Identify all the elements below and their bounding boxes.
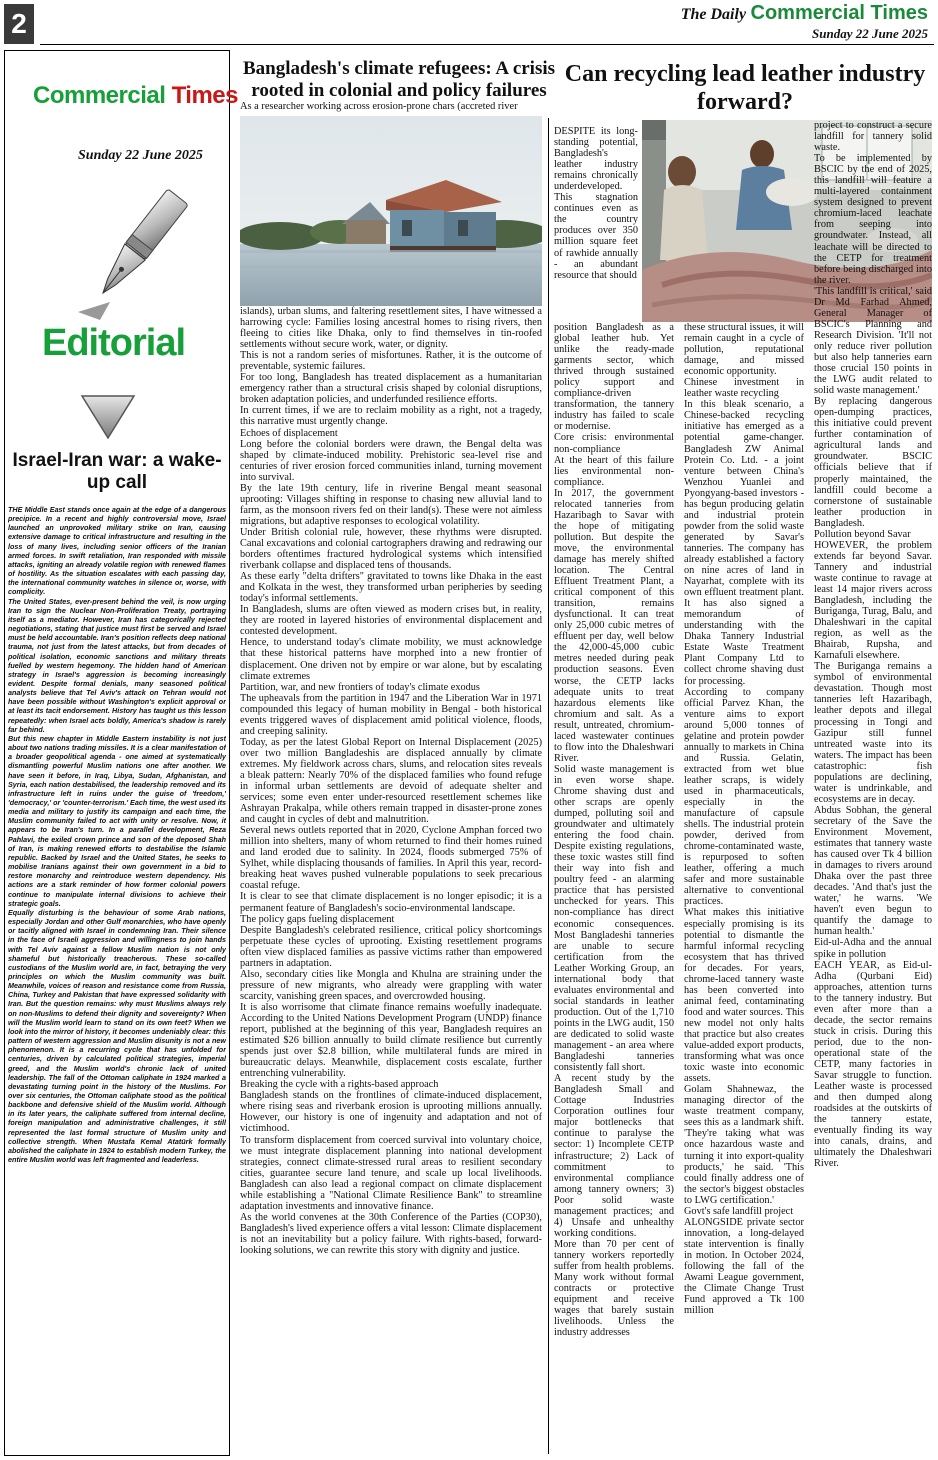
article1-paragraph: It is also worrisome that climate finance remains woefully inadequate. According to the United Nations Development Program (UNDP) finance report, published at the beginning of this year, Bangladesh requires an estimated $26 billion annually to build climate resilience but currently spends just over $2.8 billion, while multilateral funds are mired in bureaucratic delays. Meanwhile, displacement costs escalate, further entrenching vulnerability. xyxy=(240,1001,542,1080)
article1-paragraph: Despite Bangladesh's celebrated resilience, critical policy shortcomings perpetuate these cycles of uprooting. Existing resettlement programs often view displaced families as passive victims rather than empowered partners in adaptation. xyxy=(240,924,542,969)
down-arrow-icon xyxy=(80,394,136,440)
sidebar-logo xyxy=(33,82,238,110)
article1-headline: Bangladesh's climate refugees: A crisis rooted in colonial and policy failures xyxy=(242,58,556,101)
article2-paragraph: More than 70 per cent of tannery workers reportedly suffer from health problems. Many work without formal contracts or protective equipment and receive wages that barely sustain livelihoods. Unless the industry addresses xyxy=(554,1238,674,1339)
article2-paragraph: HOWEVER, the problem extends far beyond Savar. Tannery and industrial waste continue to ravage at least 14 major rivers across Bangladesh, including the Buriganga, Turag, Balu, and Dhaleshwari in the capital region, as well as the Bhairab, Rupsha, and Karnafuli elsewhere. xyxy=(814,539,932,662)
editorial-paragraph: But this new chapter in Middle Eastern instability is not just about two nations trading missiles. It is a clear manifestation of a broader geopolitical agenda - one aimed at systematically dismantling powerful Muslim nations one after another. We have seen it before, in Iraq, Libya, Sudan, Afghanistan, and Syria, each nation destabilised, the leadership removed and its infrastructure left in ruins under the guise of 'freedom,' 'democracy,' or 'counter-terrorism.' Each time, the west used its media and military to justify its campaign and each time, the Muslim community failed to act with unity or resolve. Now, it appears to be Iran's turn. In a parallel development, Reza Pahlavi, the exiled crown prince and son of the deposed Shah of Iran, is making renewed efforts to destabilise the Islamic republic. Backed by Israel and the United States, he seeks to mobilise Iranians against their own government in a bid to restore monarchy and reintroduce western dependency. His actions are a stark reminder of how former colonial powers continue to manipulate internal divisions to achieve their strategic goals. xyxy=(8,733,226,908)
editorial-paragraph: THE Middle East stands once again at the edge of a dangerous precipice. In a recent and highly controversial move, Israel launched an unprovoked military strike on Iran, causing extensive damage to critical infrastructure and resulting in the loss of many lives, including senior officers of the Iranian armed forces. In swift retaliation, Iran responded with missile attacks, igniting an already volatile region with renewed flames of hostility. As the situation escalates with each passing day, the international community watches in silence or, worse, with complicity. xyxy=(8,505,226,597)
article2-paragraph: project to construct a secure landfill for tannery solid waste. xyxy=(814,120,932,154)
article1-subhead: The policy gaps fueling displacement xyxy=(240,913,395,925)
article1-paragraph: In Bangladesh, slums are often viewed as modern crises but, in reality, they are rooted in layered histories of environmental displacement and contested development. xyxy=(240,604,542,638)
article2-paragraph: At the heart of this failure lies environmental non-compliance. xyxy=(554,454,674,488)
editorial-paragraph: The United States, ever-present behind the veil, is now urging Iran to sign the Nuclear Non-Proliferation Treaty, portraying itself as a mediator. However, Iran has categorically rejected negotiations, stating that justice must first be served and Israel must be held accountable. Iran's position reflects deep national trauma, not just from the latest attacks, but from decades of political isolation, economic sanctions and military threats fuelled by western hegemony. The hidden hand of American strategy in Israel's aggression is becoming increasingly evident. Despite formal denials, many seasoned political analysts believe that Tel Aviv's attack on Tehran would not have been possible without Washington's explicit approval or at least its tacit endorsement. History has taught us this lesson repeatedly: when Israel acts boldly, America's shadow is rarely far behind. xyxy=(8,596,226,734)
article1-subhead: Echoes of displacement xyxy=(240,427,338,439)
article2-column3 xyxy=(814,120,932,1452)
header-divider xyxy=(40,44,934,45)
article1-subhead: Breaking the cycle with a rights-based approach xyxy=(240,1079,439,1091)
page-number: 2 xyxy=(4,4,34,44)
article1-body xyxy=(240,306,542,1454)
article2-paragraph: Solid waste management is in even worse shape. Chrome shaving dust and other scraps are openly dumped, polluting soil and groundwater and ultimately entering the food chain. Despite existing regulations, these toxic wastes still find their way into fish and poultry feed - an alarming practice that has persisted unchecked for years. This non-compliance has direct economic consequences. Most Bangladeshi tanneries are unable to secure certification from the Leather Working Group, an international body that evaluates environmental and social standards in leather production. Out of the 1,710 points in the LWG audit, 150 are dedicated to solid waste management - an area where Bangladeshi tanneries consistently fall short. xyxy=(554,763,674,1074)
article2-paragraph: position Bangladesh as a global leather hub. Yet unlike the ready-made garments sector, which thrived through sustained policy support and compliance-driven transformation, the tannery industry has failed to scale or modernise. xyxy=(554,322,674,433)
article2-subhead: Eid-ul-Adha and the annual spike in pollution xyxy=(814,937,932,960)
article2-subhead: Chinese investment in leather waste recycling xyxy=(684,377,804,400)
masthead xyxy=(681,2,928,25)
masthead-brand: Commercial Times xyxy=(750,2,928,24)
article1-paragraph: Long before the colonial borders were drawn, the Bengal delta was shaped by climate-induced mobility. Prehistoric sea-level rise and centuries of river erosion forced communities inland, turning movement into survival. xyxy=(240,438,542,483)
header-date: Sunday 22 June 2025 xyxy=(812,26,928,41)
article2-column1 xyxy=(554,322,674,1452)
article2-paragraph: Abdus Sobhan, the general secretary of the Save the Environment Movement, estimates that tannery waste has caused over Tk 4 billion in damages to rivers around Dhaka over the past three decades. 'And that's just the water,' he warns. 'We haven't even begun to quantify the damage to human health.' xyxy=(814,804,932,938)
article2-paragraph: In 2017, the government relocated tanneries from Hazaribagh to Savar with the hope of mitigating pollution. But despite the move, the environmental damage has merely shifted location. The Central Effluent Treatment Plant, a critical component of this transition, remains dysfunctional. It can treat only 25,000 cubic metres of effluent per day, well below the 42,000-45,000 cubic metres needed during peak production seasons. Even worse, the CETP lacks adequate units to treat hazardous elements like chromium and salt. As a result, untreated, chromium-laced wastewater continues to flow into the Dhaleshwari River. xyxy=(554,487,674,764)
flood-house-photo xyxy=(240,116,542,306)
fountain-pen-icon xyxy=(70,182,200,322)
article2-paragraph: DESPITE its long-standing potential, Bangladesh's leather industry remains chronically underdeveloped. This stagnation continues even as the country produces over 350 million square feet of rawhide annually - an abundant resource that should xyxy=(554,126,638,281)
article1-paragraph: Under British colonial rule, however, these rhythms were disrupted. Canal excavations and colonial cartographers drawing and redrawing our borders oftentimes fractured hydrological systems which intensified riverbank collapse and displaced tens of thousands. xyxy=(240,526,542,572)
article1-paragraph: Bangladesh stands on the frontlines of climate-induced displacement, where rising seas and riverbank erosion is uprooting millions annually. However, our history is one of ingenuity and adaptation and not of victimhood. xyxy=(240,1090,542,1135)
article1-paragraph: To transform displacement from coerced survival into voluntary choice, we must integrate displacement planning into national development strategies, connect climate-stressed rural areas to resilient secondary cities, guarantee secure land tenure, and scale up local livelihoods. Bangladesh can also lead a regional compact on climate displacement while establishing a "National Climate Resilience Bank" to streamline adaptation investments and innovative finance. xyxy=(240,1134,542,1212)
article1-paragraph: As these early "delta drifters" gravitated to towns like Dhaka in the east and Kolkata in the west, they transformed urban peripheries by seeding today's informal settlements. xyxy=(240,571,542,605)
article1-paragraph: In current times, if we are to reclaim mobility as a right, not a tragedy, this narrative must urgently change. xyxy=(240,405,542,428)
sidebar-date: Sunday 22 June 2025 xyxy=(78,148,203,163)
article1-paragraph: For too long, Bangladesh has treated displacement as a humanitarian emergency rather than a structural crisis shaped by colonial disruptions, broken adaptation policies, and underfunded resilience efforts. xyxy=(240,372,542,406)
section-label-editorial: Editorial xyxy=(42,322,186,364)
article1-paragraph: It is clear to see that climate displacement is no longer episodic; it is a permanent feature of Bangladesh's socio-environmental landscape. xyxy=(240,891,542,914)
article2-column2 xyxy=(684,322,804,1452)
article1-subhead: Partition, war, and new frontiers of today's climate exodus xyxy=(240,681,480,693)
article1-standfirst: As a researcher working across erosion-prone chars (accreted river xyxy=(240,101,518,112)
article2-subhead: Pollution beyond Savar xyxy=(814,528,911,540)
article2-paragraph: What makes this initiative especially promising is its potential to dismantle the harmful informal recycling ecosystem that has thrived for decades. For years, chrome-laced tannery waste has been converted into animal feed, contaminating food and water sources. This new model not only halts that practice but also creates value-added export products, transforming what was once toxic waste into economic assets. xyxy=(684,907,804,1085)
article2-column1-intro xyxy=(554,126,638,322)
logo-commercial: Commercial xyxy=(33,82,166,109)
article1-paragraph: Today, as per the latest Global Report on Internal Displacement (2025) over two million Bangladeshis are displaced annually by climate extremes. My fieldwork across chars, slums, and relocation sites reveals a bleak pattern: Nearly 70% of the displaced families who found refuge in informal urban settlements are devoid of adequate shelter and services; some even enter under-resourced resettlement schemes like Ashrayan Prakalpa, while others remain trapped in disaster-prone zones and caught in cycles of debt and malnutrition. xyxy=(240,736,542,826)
article2-subhead: Core crisis: environmental non-compliance xyxy=(554,432,674,455)
article2-paragraph: By replacing dangerous open-dumping practices, this initiative could prevent further contamination of agricultural lands and groundwater. BSCIC officials believe that if properly maintained, the landfill could become a cornerstone of sustainable leather production in Bangladesh. xyxy=(814,396,932,529)
logo-times: Times xyxy=(171,82,238,109)
column-divider xyxy=(548,118,549,1454)
article1-paragraph: Also, secondary cities like Mongla and Khulna are straining under the pressure of new migrants, who already were grappling with water scarcity, vanishing green spaces, and overcrowded housing. xyxy=(240,968,542,1002)
article2-paragraph: these structural issues, it will remain caught in a cycle of pollution, reputational damage, and missed economic opportunity. xyxy=(684,322,804,378)
article2-paragraph: 'This landfill is critical,' said Dr Md Farhad Ahmed, General Manager of BSCIC's Planning and Research Division. 'It'll not only reduce river pollution but also help tanneries earn those crucial 150 points in the LWG audit related to solid waste management.' xyxy=(814,285,932,397)
article1-paragraph: Several news outlets reported that in 2020, Cyclone Amphan forced two million into shelters, many of whom returned to find their homes ruined and land eroded due to salinity. In 2024, floods submerged 75% of Sylhet, while displacing thousands of families. In April this year, record-breaking heat waves pushed vulnerable populations to seek precarious coastal refuge. xyxy=(240,825,542,892)
article1-paragraph: This is not a random series of misfortunes. Rather, it is the outcome of preventable, systemic failures. xyxy=(240,350,542,373)
article2-paragraph: EACH YEAR, as Eid-ul-Adha (Qurbani Eid) approaches, attention turns to the tannery industry. But even after more than a decade, the sector remains stuck in crisis. During this period, due to the non-operational state of the CETP, many factories in Savar struggle to function. Leather waste is processed and then dumped along roadsides at the outskirts of the tannery estate, eventually finding its way into canals, drains, and ultimately the Dhaleshwari River. xyxy=(814,959,932,1170)
article2-paragraph: Golam Shahnewaz, the managing director of the waste treatment company, sees this as a landmark shift. 'They're taking what was once hazardous waste and turning it into export-quality products,' he said. 'This could finally address one of the sector's biggest obstacles to LWG certification.' xyxy=(684,1084,804,1206)
article2-paragraph: The Buriganga remains a symbol of environmental devastation. Though most tanneries left Hazaribagh, leather depots and illegal processing in Tongi and Gazipur still funnel untreated waste into its waters. The impact has been catastrophic: fish populations are declining, water is undrinkable, and ecosystems are in decay. xyxy=(814,661,932,805)
editorial-paragraph: Equally disturbing is the behaviour of some Arab nations, especially Jordan and other Gulf monarchies, who have openly or tacitly aligned with Israel in condemning Iran. Their silence in the face of Israeli aggression and willingness to join hands with Tel Aviv against a fellow Muslim nation is not only shameful but historically treacherous. These so-called custodians of the Muslim world are, in fact, betraying the very principles on which the Muslim community was built. Meanwhile, voices of reason and resistance come from Russia, China, Turkey and Pakistan that have expressed solidarity with Iran. But the question remains: why must Muslims always rely on non-Muslims to defend their dignity and sovereignty? When will the Muslim world learn to stand on its own feet? When we look into the mirror of history, it becomes undeniably clear: this pattern of western aggression and Muslim disunity is not a new phenomenon. It is a recurring cycle that has unfolded for centuries, driven by calculated political strategies, imperial greed, and the Muslim world's chronic lack of united leadership. The fall of the Ottoman caliphate in 1924 marked a devastating turning point in the history of the Muslims. For over six centuries, the Ottoman caliphate stood as the political backbone and defensive shield of the Muslim world. Although in its later years, the caliphate suffered from internal decline, foreign manipulation and administrative challenges, it still represented the last formal structure of Muslim unity and collective strength. When Mustafa Kemal Atatürk formally abolished the caliphate in 1924 to establish modern Turkey, the entire Muslim world was left fragmented and leaderless. xyxy=(8,907,226,1165)
editorial-headline: Israel-Iran war: a wake-up call xyxy=(12,450,222,493)
article2-paragraph: A recent study by the Bangladesh Small and Cottage Industries Corporation outlines four major bottlenecks that continue to paralyse the sector: 1) Incomplete CETP infrastructure; 2) Lack of commitment to environmental compliance among tannery owners; 3) Poor solid waste management practices; and 4) Unsafe and unhealthy working conditions. xyxy=(554,1073,674,1239)
article1-paragraph: As the world convenes at the 30th Conference of the Parties (COP30), Bangladesh's lived experience offers a vital lesson: Climate displacement is not an inevitability but a policy failure. With rights-based, forward-looking solutions, we can rewrite this story with dignity and justice. xyxy=(240,1211,542,1256)
editorial-body xyxy=(8,505,226,1450)
article1-paragraph: Hence, to understand today's climate mobility, we must acknowledge that these historical patterns have morphed into a new frontier of displacement. One driven not by empire or war alone, but by escalating climate extremes xyxy=(240,637,542,682)
article1-paragraph: By the late 19th century, life in riverine Bengal meant seasonal uprooting: Villages shifting in response to chasing new alluvial land to farm, as the monsoon rivers fed on their land(s). These were not aimless migrations, but adaptive responses to ecological volatility. xyxy=(240,482,542,527)
article1-paragraph: islands), urban slums, and faltering resettlement sites, I have witnessed a harrowing cycle: Families losing ancestral homes to rising rivers, then fleeing to cities like Dhaka, only to find themselves in tin-roofed settlements without secure work, water, or dignity. xyxy=(240,306,542,351)
article2-subhead: Govt's safe landfill project xyxy=(684,1205,794,1217)
article2-paragraph: According to company official Parvez Khan, the venture aims to export around 5,000 tonnes of gelatine and protein powder annually to markets in China and Russia. Gelatin, extracted from wet blue leather scraps, is widely used in pharmaceuticals, especially in the manufacture of capsule shells. The industrial protein powder, derived from chrome-contaminated waste, is repurposed to soften leather, offering a much safer and more sustainable alternative to conventional practices. xyxy=(684,686,804,908)
masthead-daily: The Daily xyxy=(680,6,747,23)
article2-headline: Can recycling lead leather industry forward? xyxy=(564,61,926,115)
article1-paragraph: The upheavals from the partition in 1947 and the Liberation War in 1971 compounded this legacy of human mobility in Bengal - both historical events triggered waves of displacement amid political violence, floods, and creeping salinity. xyxy=(240,692,542,737)
article2-paragraph: In this bleak scenario, a Chinese-backed recycling initiative has emerged as a potential game-changer. Bangladesh ZW Animal Protein Co. Ltd. - a joint venture between China's Wenzhou Yuanlei and Pyongyang-based investors - has begun producing gelatin and industrial protein powder from the solid waste generated by Savar's tanneries. The company has already established a factory on nine acres of land in Nayarhat, complete with its own effluent treatment plant. It has also signed a memorandum of understanding with the Dhaka Tannery Industrial Estate Waste Treatment Plant Company Ltd to collect chrome shaving dust for processing. xyxy=(684,399,804,687)
article2-paragraph: ALONGSIDE private sector innovation, a long-delayed state intervention is finally in motion. In October 2024, following the fall of the Awami League government, the Climate Change Trust Fund approved a Tk 100 million xyxy=(684,1216,804,1317)
article2-paragraph: To be implemented by BSCIC by the end of 2025, this landfill will feature a multi-layered containment system designed to prevent chromium-laced leachate from seeping into groundwater. Instead, all leachate will be directed to the CETP for treatment before being discharged into the river. xyxy=(814,153,932,286)
